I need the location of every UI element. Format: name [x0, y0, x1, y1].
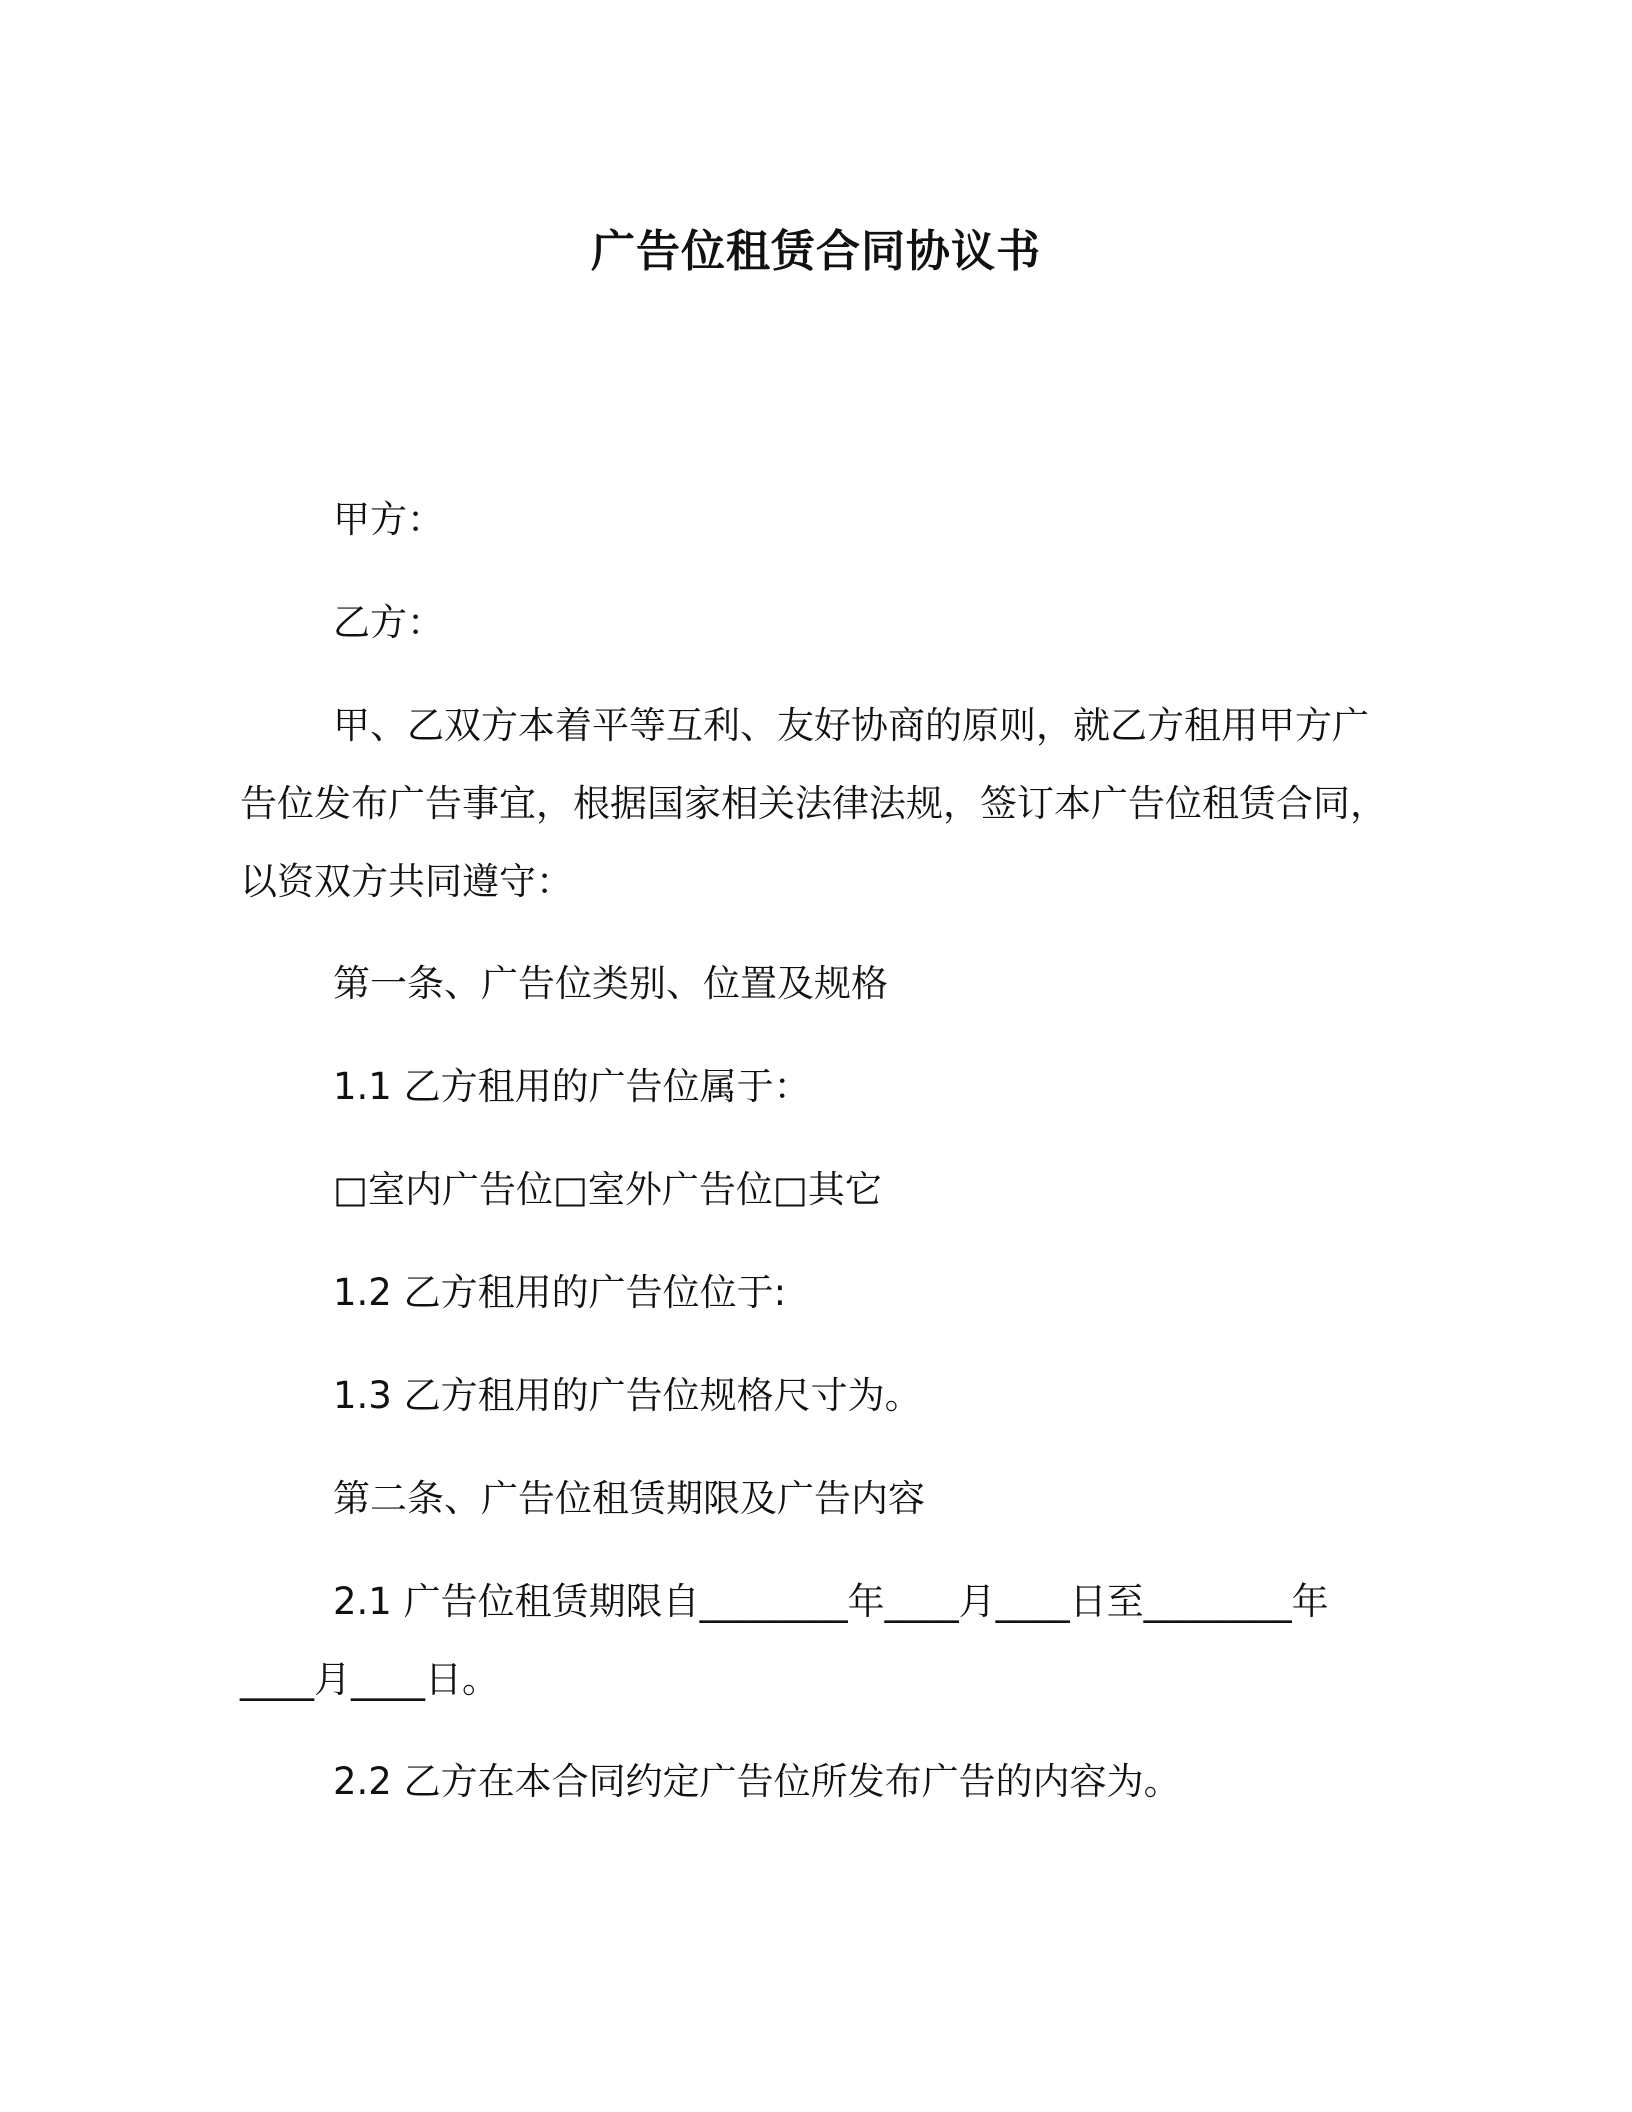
- article-1-heading: 第一条、广告位类别、位置及规格: [333, 962, 888, 1005]
- document-title: 广告位租赁合同协议书: [591, 226, 1041, 277]
- intro-line-2: 告位发布广告事宜，根据国家相关法律法规，签订本广告位租赁合同，: [240, 782, 1387, 825]
- article-2-heading: 第二条、广告位租赁期限及广告内容: [333, 1477, 925, 1520]
- clause-2-1-line-2: ____月____日。: [240, 1658, 499, 1701]
- clause-1-2: 1.2 乙方租用的广告位位于:: [333, 1271, 787, 1314]
- clause-2-2: 2.2 乙方在本合同约定广告位所发布广告的内容为。: [333, 1760, 1181, 1803]
- intro-line-1: 甲、乙双方本着平等互利、友好协商的原则，就乙方租用甲方广: [333, 704, 1369, 747]
- clause-2-1: [240, 1563, 1390, 1719]
- party-b-label: 乙方：: [333, 601, 444, 644]
- clause-1-3: 1.3 乙方租用的广告位规格尺寸为。: [333, 1374, 922, 1417]
- intro-line-3: 以资双方共同遵守：: [240, 860, 573, 903]
- ad-type-options: □室内广告位□室外广告位□其它: [333, 1168, 882, 1211]
- intro-paragraph: [240, 687, 1390, 921]
- party-a-label: 甲方：: [333, 498, 444, 541]
- clause-2-1-line-1: 2.1 广告位租赁期限自________年____月____日至________年: [333, 1580, 1329, 1623]
- clause-1-1: 1.1 乙方租用的广告位属于：: [333, 1065, 811, 1108]
